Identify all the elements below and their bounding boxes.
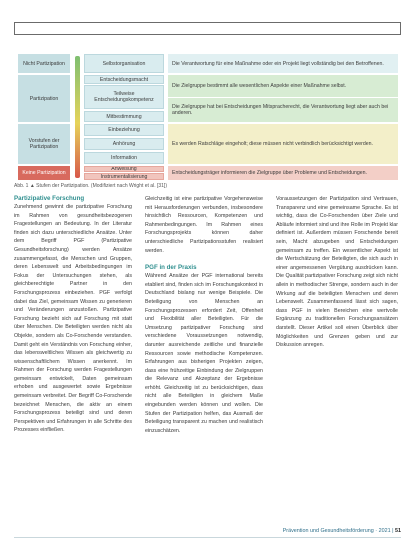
step-label: Instrumentalisierung: [100, 173, 148, 180]
footer-separator: ·: [375, 528, 379, 534]
step-label: Entscheidungsmacht: [99, 76, 149, 83]
section-heading: PGF in der Praxis: [145, 264, 197, 272]
article-column-2: [145, 195, 263, 523]
article-column-1: [14, 195, 132, 523]
footer-rule: [14, 537, 401, 538]
level-label: Vorstufen der Partizipation: [28, 138, 60, 150]
journal-name: Prävention und Gesundheitsförderung: [282, 528, 374, 534]
paragraph: Gleichzeitig ist eine partizipative Vorgehensweise mit Herausforderungen verbunden, insbesondere hinsichtlich Ressourcen, Kompetenzen und Rahmenbedingungen. Im Rahmen eines Forschungsprojekts können daher unterschiedliche Partizipationsstufen realisiert werden.: [145, 196, 263, 254]
desc-text: Die Zielgruppe bestimmt alle wesentlichen Aspekte einer Maßnahme selbst.: [172, 83, 347, 89]
paragraph: Zunehmend gewinnt die partizipative Forschung im Rahmen von gesundheitsbezogenen Fragestellungen an Bedeutung. In der Literatur finden sich dazu unterschiedliche Ansätze. Unter dem Begriff PGF (Partizipative Gesundheitsforschung) werden Ansätze zusammengefasst, die Menschen und Gruppen, deren Lebenswelt und Arbeitsbedingungen im Fokus der Untersuchungen stehen, als gleichberechtigte Partner in den Forschungsprozess einbeziehen. PGF verfolgt dabei das Ziel, gemeinsam Wissen zu generieren und Veränderungen anzustoßen. Partizipative Forschung bezieht sich auf Forschung mit statt über Menschen. Die Beteiligten werden nicht als Objekte, sondern als Co-Forschende verstanden. Damit geht ein Verständnis von Forschung einher, das lebensweltliches Wissen als gleichwertig zu wissenschaftlichem Wissen anerkennt. Im Rahmen der Forschung werden Fragestellungen gemeinsam entwickelt, Daten gemeinsam erhoben und ausgewertet sowie Ergebnisse gemeinsam verbreitet. Der Begriff Co-Forschende bezeichnet Menschen, die aktiv an einem Forschungsprozess beteiligt sind und deren Perspektiven und Erfahrungen in alle Schritte des Prozesses einfließen.: [14, 204, 132, 434]
desc-no-participation: [168, 166, 398, 180]
step-label: Information: [111, 155, 137, 161]
step-decision-power: [84, 75, 164, 84]
step-label: Selbstorganisation: [102, 60, 146, 67]
step-self-organisation: [84, 54, 164, 73]
level-pre-stages: [18, 124, 70, 164]
desc-text: Es werden Ratschläge eingeholt; diese müssen nicht verbindlich berücksichtigt werden.: [172, 141, 373, 147]
step-label: Einbeziehung: [108, 127, 140, 133]
level-label: Nicht Partizipation: [23, 60, 65, 67]
step-instrumentalisation: [84, 173, 164, 180]
desc-text: Die Zielgruppe hat bei Entscheidungen Mitspracherecht, die Verantwortung liegt aber auch bei anderen.: [172, 104, 389, 116]
page-number: 51: [395, 528, 401, 534]
step-label: Anhörung: [112, 141, 136, 147]
journal-year: 2021: [378, 528, 391, 534]
paragraph: Während Ansätze der PGF international bereits etabliert sind, finden sich im Forschungskontext in Deutschland bislang nur wenige Beispiele. Die Beteiligung von Menschen an Forschungsprozessen erfordert Zeit, Offenheit und Flexibilität aller Beteiligten. Für die Umsetzung partizipativer Forschung sind verschiedene Voraussetzungen notwendig, darunter ausreichende zeitliche und finanzielle Ressourcen sowie methodische Kompetenzen. Erfahrungen aus bisherigen Projekten zeigen, dass eine frühzeitige Einbindung der Zielgruppen die Relevanz und Akzeptanz der Ergebnisse erhöht. Gleichzeitig ist zu berücksichtigen, dass nicht alle Beteiligten in gleichem Maße eingebunden werden können und wollen. Die Stufen der Partizipation helfen, das Ausmaß der Beteiligung transparent zu machen und realistisch einzuschätzen.: [145, 273, 263, 434]
desc-text: Die Verantwortung für eine Maßnahme oder ein Projekt liegt vollständig bei den Betroffenen.: [172, 60, 384, 67]
level-label: Keine Partizipation: [22, 170, 66, 176]
level-no-participation: [18, 166, 70, 180]
gradient-bar: [75, 56, 80, 178]
step-co-determination: [84, 111, 164, 122]
page-footer: [283, 528, 401, 534]
step-label: Mitbestimmung: [106, 113, 142, 120]
step-partial-competence: [84, 85, 164, 109]
article-column-3: [276, 195, 398, 523]
step-instruction: [84, 166, 164, 172]
level-participation: [18, 75, 70, 122]
paragraph: Voraussetzungen der Partizipation sind Vertrauen, Transparenz und eine gemeinsame Sprache. Es ist wichtig, dass die Co-Forschenden über Ziele und Abläufe informiert sind und ihre Rolle im Projekt klar definiert ist. Außerdem müssen Forschende bereit sein, Macht abzugeben und Entscheidungen gemeinsam zu treffen. Ein wesentlicher Aspekt ist die Wertschätzung der Beteiligten, die sich auch in einer angemessenen Vergütung ausdrücken kann. Die Qualität partizipativer Forschung zeigt sich nicht allein in methodischer Strenge, sondern auch in der Wirkung auf die beteiligten Menschen und deren Lebenswelt. Zusammenfassend lässt sich sagen, dass PGF in vielen Bereichen eine wertvolle Ergänzung zu traditionellen Forschungsansätzen darstellt. Dieser Artikel soll einen Überblick über Möglichkeiten und Grenzen geben und zur Diskussion anregen.: [276, 196, 398, 349]
level-label: Partizipation: [29, 95, 59, 102]
figure-caption: Abb. 1 ▲ Stufen der Partizipation. (Modifiziert nach Wright et al. [31]): [14, 183, 167, 189]
desc-text: Entscheidungsträger informieren die Zielgruppe über Probleme und Entscheidungen.: [172, 170, 367, 176]
section-heading: Partizipative Forschung: [14, 195, 85, 202]
step-inclusion: [84, 124, 164, 136]
participation-figure: [18, 52, 398, 180]
header-frame: [14, 22, 401, 35]
desc-partial: [168, 98, 398, 122]
footer-separator: |: [392, 528, 395, 534]
step-information: [84, 152, 164, 164]
level-non-participation: [18, 54, 70, 73]
desc-pre-stages: [168, 124, 398, 164]
desc-decision-power: [168, 75, 398, 97]
step-label: Teilweise Entscheidungskompetenz: [94, 91, 154, 103]
step-hearing: [84, 138, 164, 150]
step-label: Anweisung: [111, 166, 137, 172]
desc-self-organisation: [168, 54, 398, 73]
